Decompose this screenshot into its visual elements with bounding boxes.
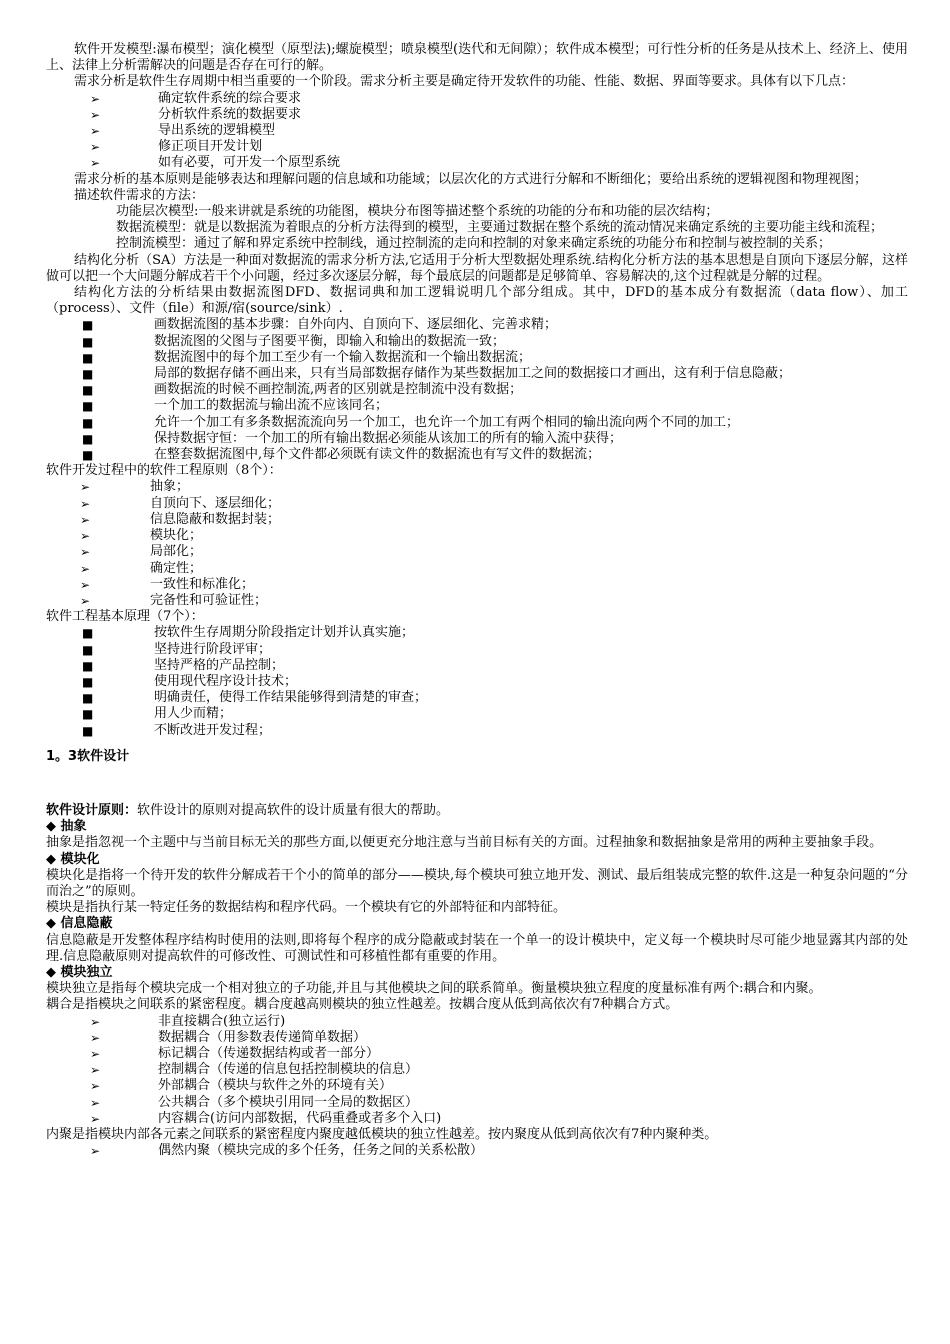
list-item: ■ 数据流图的父图与子图要平衡，即输入和输出的数据流一致；	[82, 333, 506, 349]
dfd-rules-list	[46, 317, 908, 463]
arrow-bullet-icon: ➢	[90, 1014, 101, 1029]
list-item: ■ 坚持进行阶段评审；	[82, 641, 272, 657]
paragraph-dfd: 结构化方法的分析结果由数据流图DFD、数据词典和加工逻辑说明几个部分组成。其中，DFD的基本成分有数据流（data flow）、加工（process）、文件（file）和源/宿(source/sink）.	[46, 285, 908, 317]
arrow-bullet-icon: ➢	[80, 545, 91, 560]
paragraph-engineering-principles-title: 软件开发过程中的软件工程原则（8个）：	[46, 463, 282, 479]
square-bullet-icon: ■	[82, 431, 94, 446]
heading-information-hiding: ◆ 信息隐蔽	[46, 916, 113, 932]
paragraph-module-definition: 模块是指执行某一特定任务的数据结构和程序代码。一个模块有它的外部特征和内部特征。	[46, 900, 567, 916]
arrow-bullet-icon: ➢	[90, 124, 101, 139]
list-item: ➢ 一致性和标准化；	[80, 576, 255, 592]
list-item: ■ 在整套数据流图中,每个文件都必须既有读文件的数据流也有写文件的数据流；	[82, 447, 601, 463]
paragraph-cohesion: 内聚是指模块内部各元素之间联系的紧密程度内聚度越低模块的独立性越差。按内聚度从低到高依次有7种内聚种类。	[46, 1127, 718, 1142]
design-principles-label: 软件设计原则：	[46, 802, 138, 818]
square-bullet-icon: ■	[82, 691, 94, 706]
arrow-bullet-icon: ➢	[80, 561, 91, 576]
list-item: ➢ 导出系统的逻辑模型	[90, 123, 276, 139]
list-item: ➢ 自顶向下、逐层细化；	[80, 495, 281, 511]
list-item: ➢ 偶然内聚（模块完成的多个任务，任务之间的关系松散）	[90, 1143, 484, 1159]
arrow-bullet-icon: ➢	[90, 140, 101, 155]
cohesion-list	[46, 1143, 908, 1159]
list-item: ➢ 控制耦合（传递的信息包括控制模块的信息）	[90, 1062, 419, 1078]
paragraph-requirements: 需求分析是软件生存周期中相当重要的一个阶段。需求分析主要是确定待开发软件的功能、性能、数据、界面等要求。具体有以下几点：	[74, 74, 855, 90]
diamond-bullet-icon: ◆	[46, 851, 56, 867]
list-item: ■ 按软件生存周期分阶段指定计划并认真实施；	[82, 625, 415, 641]
square-bullet-icon: ■	[82, 399, 94, 414]
list-item: ➢ 内容耦合(访问内部数据，代码重叠或者多个入口)	[90, 1110, 442, 1126]
list-item: ■ 局部的数据存储不画出来，只有当局部数据存储作为某些数据加工之间的数据接口才画出，这有利于信息隐蔽；	[82, 366, 792, 382]
list-item: ➢ 标记耦合（传递数据结构或者一部分）	[90, 1045, 380, 1061]
list-item: ➢ 模块化；	[80, 528, 203, 544]
square-bullet-icon: ■	[82, 383, 94, 398]
list-item: ➢ 抽象；	[80, 479, 190, 495]
section-heading: 1。3软件设计	[46, 748, 130, 764]
list-item: ■ 明确责任，使得工作结果能够得到清楚的审查；	[82, 690, 428, 706]
list-item: ■ 用人少而精；	[82, 706, 233, 722]
list-item: ➢ 如有必要，可开发一个原型系统	[90, 155, 341, 171]
list-item: ➢ 非直接耦合(独立运行)	[90, 1013, 286, 1029]
square-bullet-icon: ■	[82, 415, 94, 430]
list-item: ■ 坚持严格的产品控制；	[82, 657, 285, 673]
square-bullet-icon: ■	[82, 658, 94, 673]
basic-principles-list	[46, 625, 908, 738]
square-bullet-icon: ■	[82, 318, 94, 333]
square-bullet-icon: ■	[82, 350, 94, 365]
list-item: ➢ 完备性和可验证性；	[80, 592, 268, 608]
arrow-bullet-icon: ➢	[90, 1111, 101, 1126]
list-item: ■ 不断改进开发过程；	[82, 722, 272, 738]
paragraph-abstract: 抽象是指忽视一个主题中与当前目标无关的那些方面,以便更充分地注意与当前目标有关的方面。过程抽象和数据抽象是常用的两种主要抽象手段。	[46, 835, 883, 851]
arrow-bullet-icon: ➢	[80, 593, 91, 608]
list-item: ■ 使用现代程序设计技术；	[82, 673, 298, 689]
arrow-bullet-icon: ➢	[90, 91, 101, 106]
heading-abstract: ◆ 抽象	[46, 819, 87, 835]
square-bullet-icon: ■	[82, 448, 94, 463]
square-bullet-icon: ■	[82, 642, 94, 657]
square-bullet-icon: ■	[82, 707, 94, 722]
square-bullet-icon: ■	[82, 626, 94, 641]
arrow-bullet-icon: ➢	[80, 529, 91, 544]
square-bullet-icon: ■	[82, 723, 94, 738]
arrow-bullet-icon: ➢	[90, 1095, 101, 1110]
list-item: ➢ 数据耦合（用参数表传递简单数据）	[90, 1029, 367, 1045]
arrow-bullet-icon: ➢	[90, 1030, 101, 1045]
list-item: ➢ 确定性；	[80, 560, 203, 576]
list-item: ➢ 信息隐蔽和数据封装；	[80, 511, 281, 527]
document-page	[46, 42, 908, 1159]
list-item: ➢ 修正项目开发计划	[90, 139, 263, 155]
square-bullet-icon: ■	[82, 334, 94, 349]
arrow-bullet-icon: ➢	[90, 1144, 101, 1159]
heading-modularity: ◆ 模块化	[46, 851, 100, 867]
paragraph-modularity: 模块化是指将一个待开发的软件分解成若干个小的简单的部分——模块,每个模块可独立地开发、测试、最后组装成完整的软件.这是一种复杂问题的“分而治之”的原则。	[46, 867, 908, 899]
list-item: ➢ 局部化；	[80, 544, 203, 560]
paragraph-controlflow-model: 控制流模型：通过了解和界定系统中控制线，通过控制流的走向和控制的对象来确定系统的功能分布和控制与被控制的关系；	[116, 236, 832, 252]
arrow-bullet-icon: ➢	[80, 496, 91, 511]
paragraph-models: 软件开发模型:瀑布模型；演化模型（原型法);螺旋模型；喷泉模型(迭代和无间隙）；软件成本模型；可行性分析的任务是从技术上、经济上、使用上、法律上分析需解决的问题是否存在可行的解。	[46, 42, 908, 74]
diamond-bullet-icon: ◆	[46, 916, 56, 932]
square-bullet-icon: ■	[82, 367, 94, 382]
paragraph-design-principles: 软件设计原则：软件设计的原则对提高软件的设计质量有很大的帮助。	[46, 802, 450, 818]
arrow-bullet-icon: ➢	[90, 1063, 101, 1078]
list-item: ➢ 公共耦合（多个模块引用同一全局的数据区）	[90, 1094, 419, 1110]
arrow-bullet-icon: ➢	[80, 577, 91, 592]
paragraph-module-independence: 模块独立是指每个模块完成一个相对独立的子功能,并且与其他模块之间的联系简单。衡量模块独立程度的度量标准有两个:耦合和内聚。	[46, 981, 822, 997]
arrow-bullet-icon: ➢	[80, 512, 91, 527]
engineering-principles-list	[46, 479, 908, 609]
list-item: ■ 画数据流的时候不画控制流,两者的区别就是控制流中没有数据；	[82, 382, 523, 398]
arrow-bullet-icon: ➢	[90, 1046, 101, 1061]
list-item: ■ 画数据流图的基本步骤：自外向内、自顶向下、逐层细化、完善求精；	[82, 317, 558, 333]
list-item: ■ 允许一个加工有多条数据流流向另一个加工，也允许一个加工有两个相同的输出流向两个不同的加工；	[82, 414, 740, 430]
requirements-list	[46, 91, 908, 172]
list-item: ■ 数据流图中的每个加工至少有一个输入数据流和一个输出数据流；	[82, 349, 532, 365]
paragraph-dataflow-model: 数据流模型：就是以数据流为着眼点的分析方法得到的模型，主要通过数据在整个系统的流动情况来确定系统的主要功能主线和流程；	[116, 220, 884, 236]
list-item: ■ 一个加工的数据流与输出流不应该同名；	[82, 398, 389, 414]
list-item: ➢ 确定软件系统的综合要求	[90, 90, 302, 106]
square-bullet-icon: ■	[82, 674, 94, 689]
list-item: ■ 保持数据守恒：一个加工的所有输出数据必须能从该加工的所有的输入流中获得；	[82, 430, 623, 446]
paragraph-coupling: 耦合是指模块之间联系的紧密程度。耦合度越高则模块的独立性越差。按耦合度从低到高依次有7种耦合方式。	[46, 997, 679, 1013]
list-item: ➢ 外部耦合（模块与软件之外的环境有关）	[90, 1078, 393, 1094]
arrow-bullet-icon: ➢	[90, 156, 101, 171]
paragraph-basic-principles-title: 软件工程基本原理（7个）：	[46, 609, 204, 625]
paragraph-principles: 需求分析的基本原则是能够表达和理解问题的信息域和功能域；以层次化的方式进行分解和不断细化；要给出系统的逻辑视图和物理视图；	[74, 171, 868, 187]
arrow-bullet-icon: ➢	[90, 1079, 101, 1094]
arrow-bullet-icon: ➢	[80, 480, 91, 495]
list-item: ➢ 分析软件系统的数据要求	[90, 106, 302, 122]
paragraph-information-hiding: 信息隐蔽是开发整体程序结构时使用的法则,即将每个程序的成分隐蔽或封装在一个单一的设计模块中，定义每一个模块时尽可能少地显露其内部的处理.信息隐蔽原则对提高软件的可修改性、可测试性和可移植性都有重要的作用。	[46, 932, 908, 964]
diamond-bullet-icon: ◆	[46, 964, 56, 980]
paragraph-methods: 描述软件需求的方法：	[74, 187, 205, 203]
paragraph-function-model: 功能层次模型:一般来讲就是系统的功能图，模块分布图等描述整个系统的功能的分布和功能的层次结构；	[116, 204, 719, 220]
coupling-list	[46, 1014, 908, 1127]
heading-module-independence: ◆ 模块独立	[46, 964, 113, 980]
diamond-bullet-icon: ◆	[46, 819, 56, 835]
arrow-bullet-icon: ➢	[90, 107, 101, 122]
paragraph-sa: 结构化分析（SA）方法是一种面对数据流的需求分析方法,它适用于分析大型数据处理系统.结构化分析方法的基本思想是自顶向下逐层分解，这样做可以把一个大问题分解成若干个小问题，经过多次逐层分解，每个最底层的问题都是足够简单、容易解决的,这个过程就是分解的过程。	[46, 252, 908, 284]
